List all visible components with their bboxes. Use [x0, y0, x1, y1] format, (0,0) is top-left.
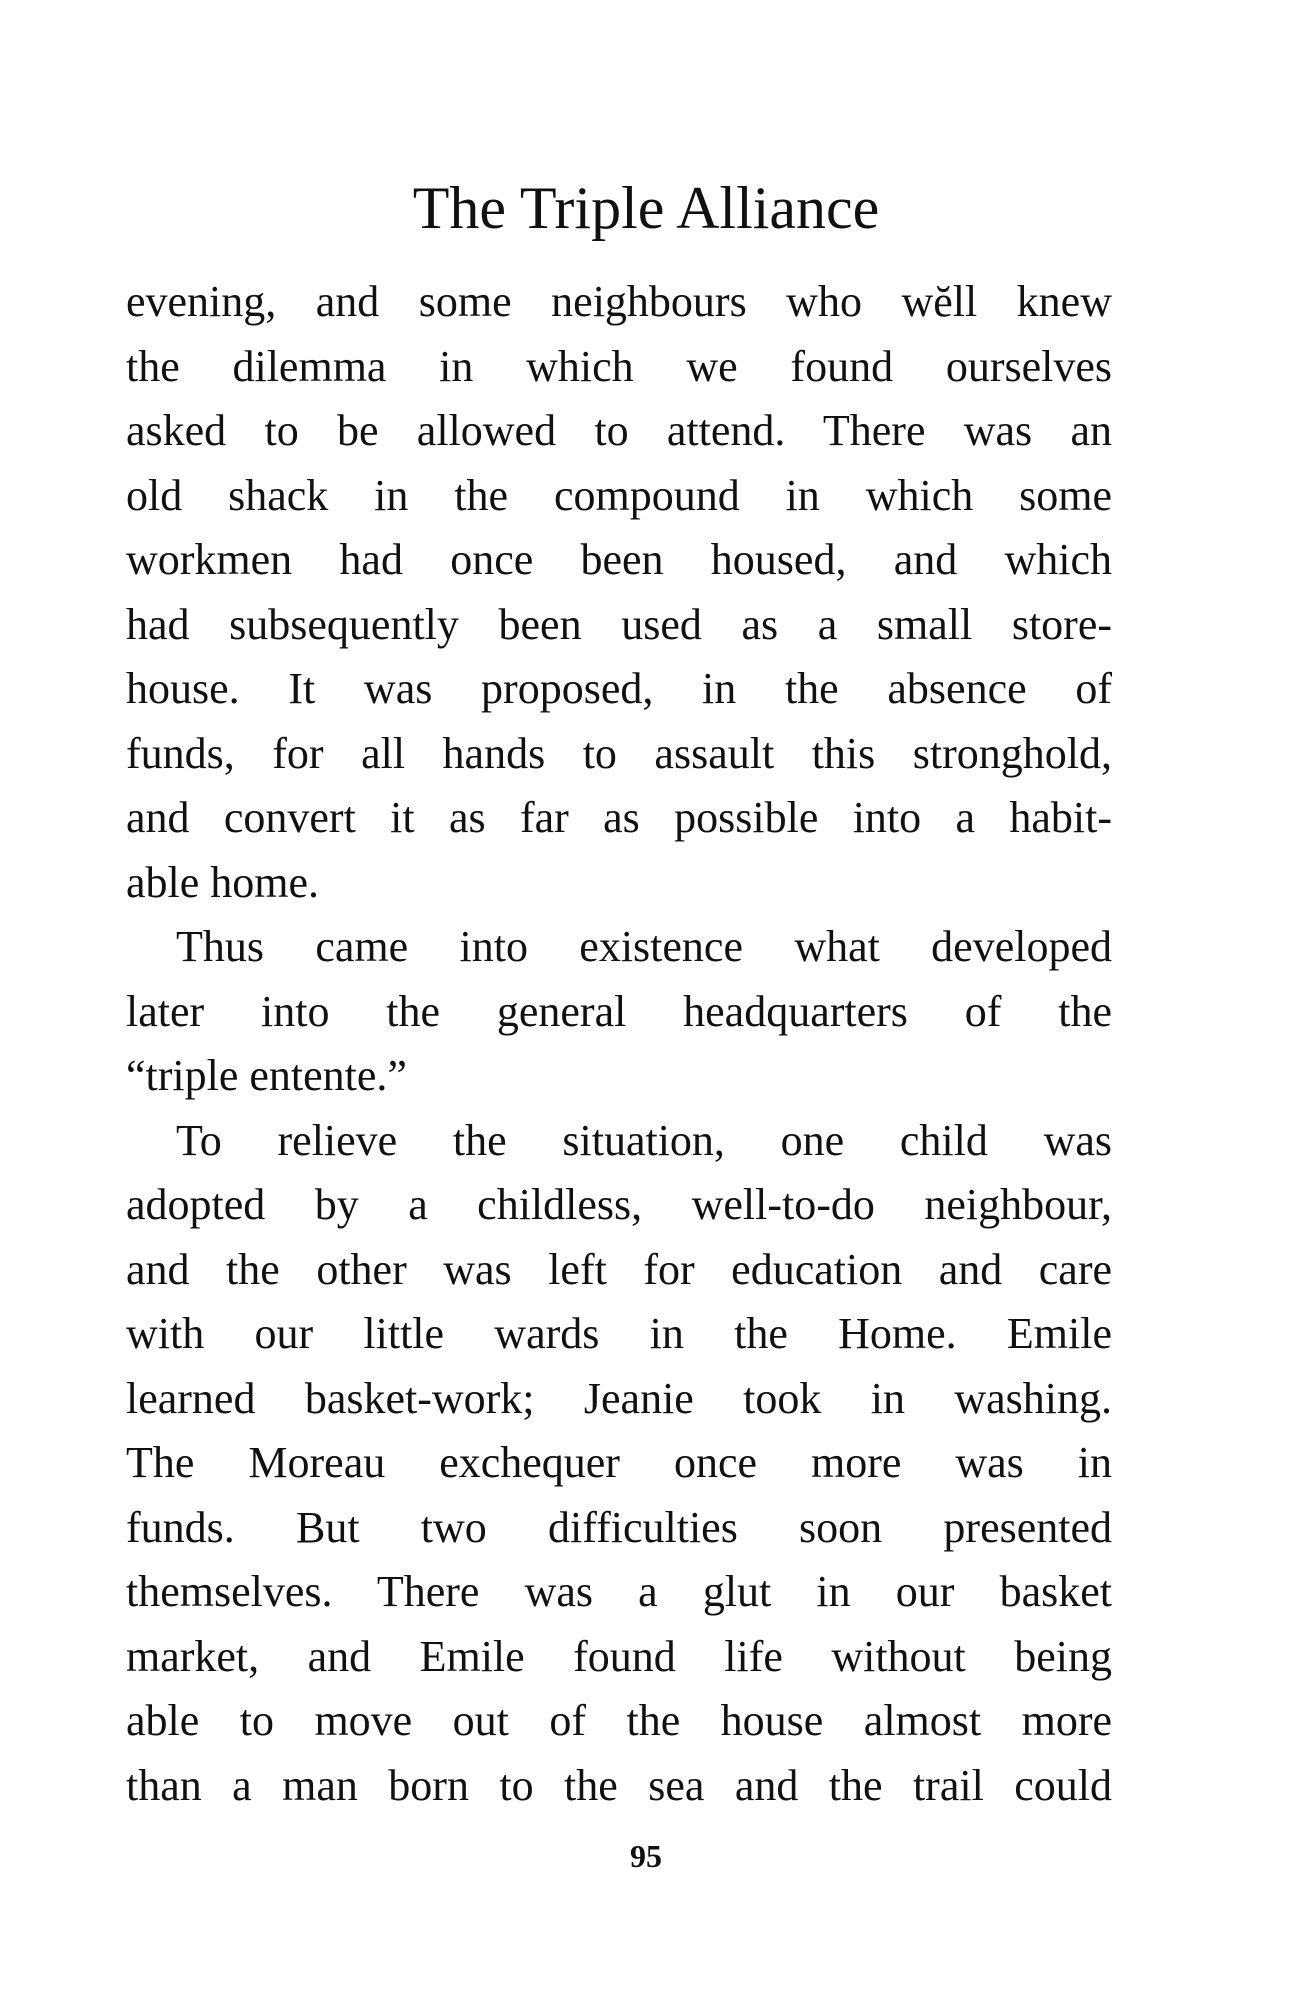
- text-line: able home.: [126, 857, 320, 907]
- text-line: with our little wards in the Home. Emile: [126, 1309, 1112, 1358]
- text-line: had subsequently been used as a small store-: [126, 599, 1112, 649]
- text-line: later into the general headquarters of the: [126, 986, 1112, 1036]
- text-line: Thus came into existence what developed: [176, 922, 1112, 971]
- text-line: funds. But two difficulties soon presented: [126, 1502, 1112, 1552]
- text-line: To relieve the situation, one child was: [176, 1115, 1112, 1165]
- text-line: evening, and some neighbours who wĕll knew: [126, 277, 1112, 326]
- page-number: 95: [630, 1838, 662, 1874]
- text-line: able to move out of the house almost more: [126, 1696, 1112, 1745]
- text-line: “triple entente.”: [126, 1051, 407, 1100]
- text-line: house. It was proposed, in the absence of: [126, 664, 1112, 713]
- text-line: workmen had once been housed, and which: [126, 535, 1112, 584]
- text-line: old shack in the compound in which some: [126, 470, 1112, 520]
- text-line: asked to be allowed to attend. There was an: [126, 406, 1112, 455]
- text-line: than a man born to the sea and the trail could: [126, 1760, 1112, 1810]
- text-line: market, and Emile found life without being: [126, 1631, 1112, 1681]
- text-line: and the other was left for education and care: [126, 1244, 1112, 1294]
- text-line: learned basket-work; Jeanie took in washing.: [126, 1373, 1112, 1423]
- body-text: [126, 270, 1112, 1818]
- text-line: the dilemma in which we found ourselves: [126, 341, 1112, 391]
- text-line: and convert it as far as possible into a habit-: [126, 793, 1112, 842]
- text-line: funds, for all hands to assault this stronghold,: [126, 728, 1112, 778]
- page-running-title: The Triple Alliance: [412, 175, 880, 241]
- text-line: themselves. There was a glut in our basket: [126, 1567, 1112, 1616]
- text-line: adopted by a childless, well-to-do neighbour,: [126, 1180, 1112, 1229]
- text-line: The Moreau exchequer once more was in: [126, 1438, 1112, 1487]
